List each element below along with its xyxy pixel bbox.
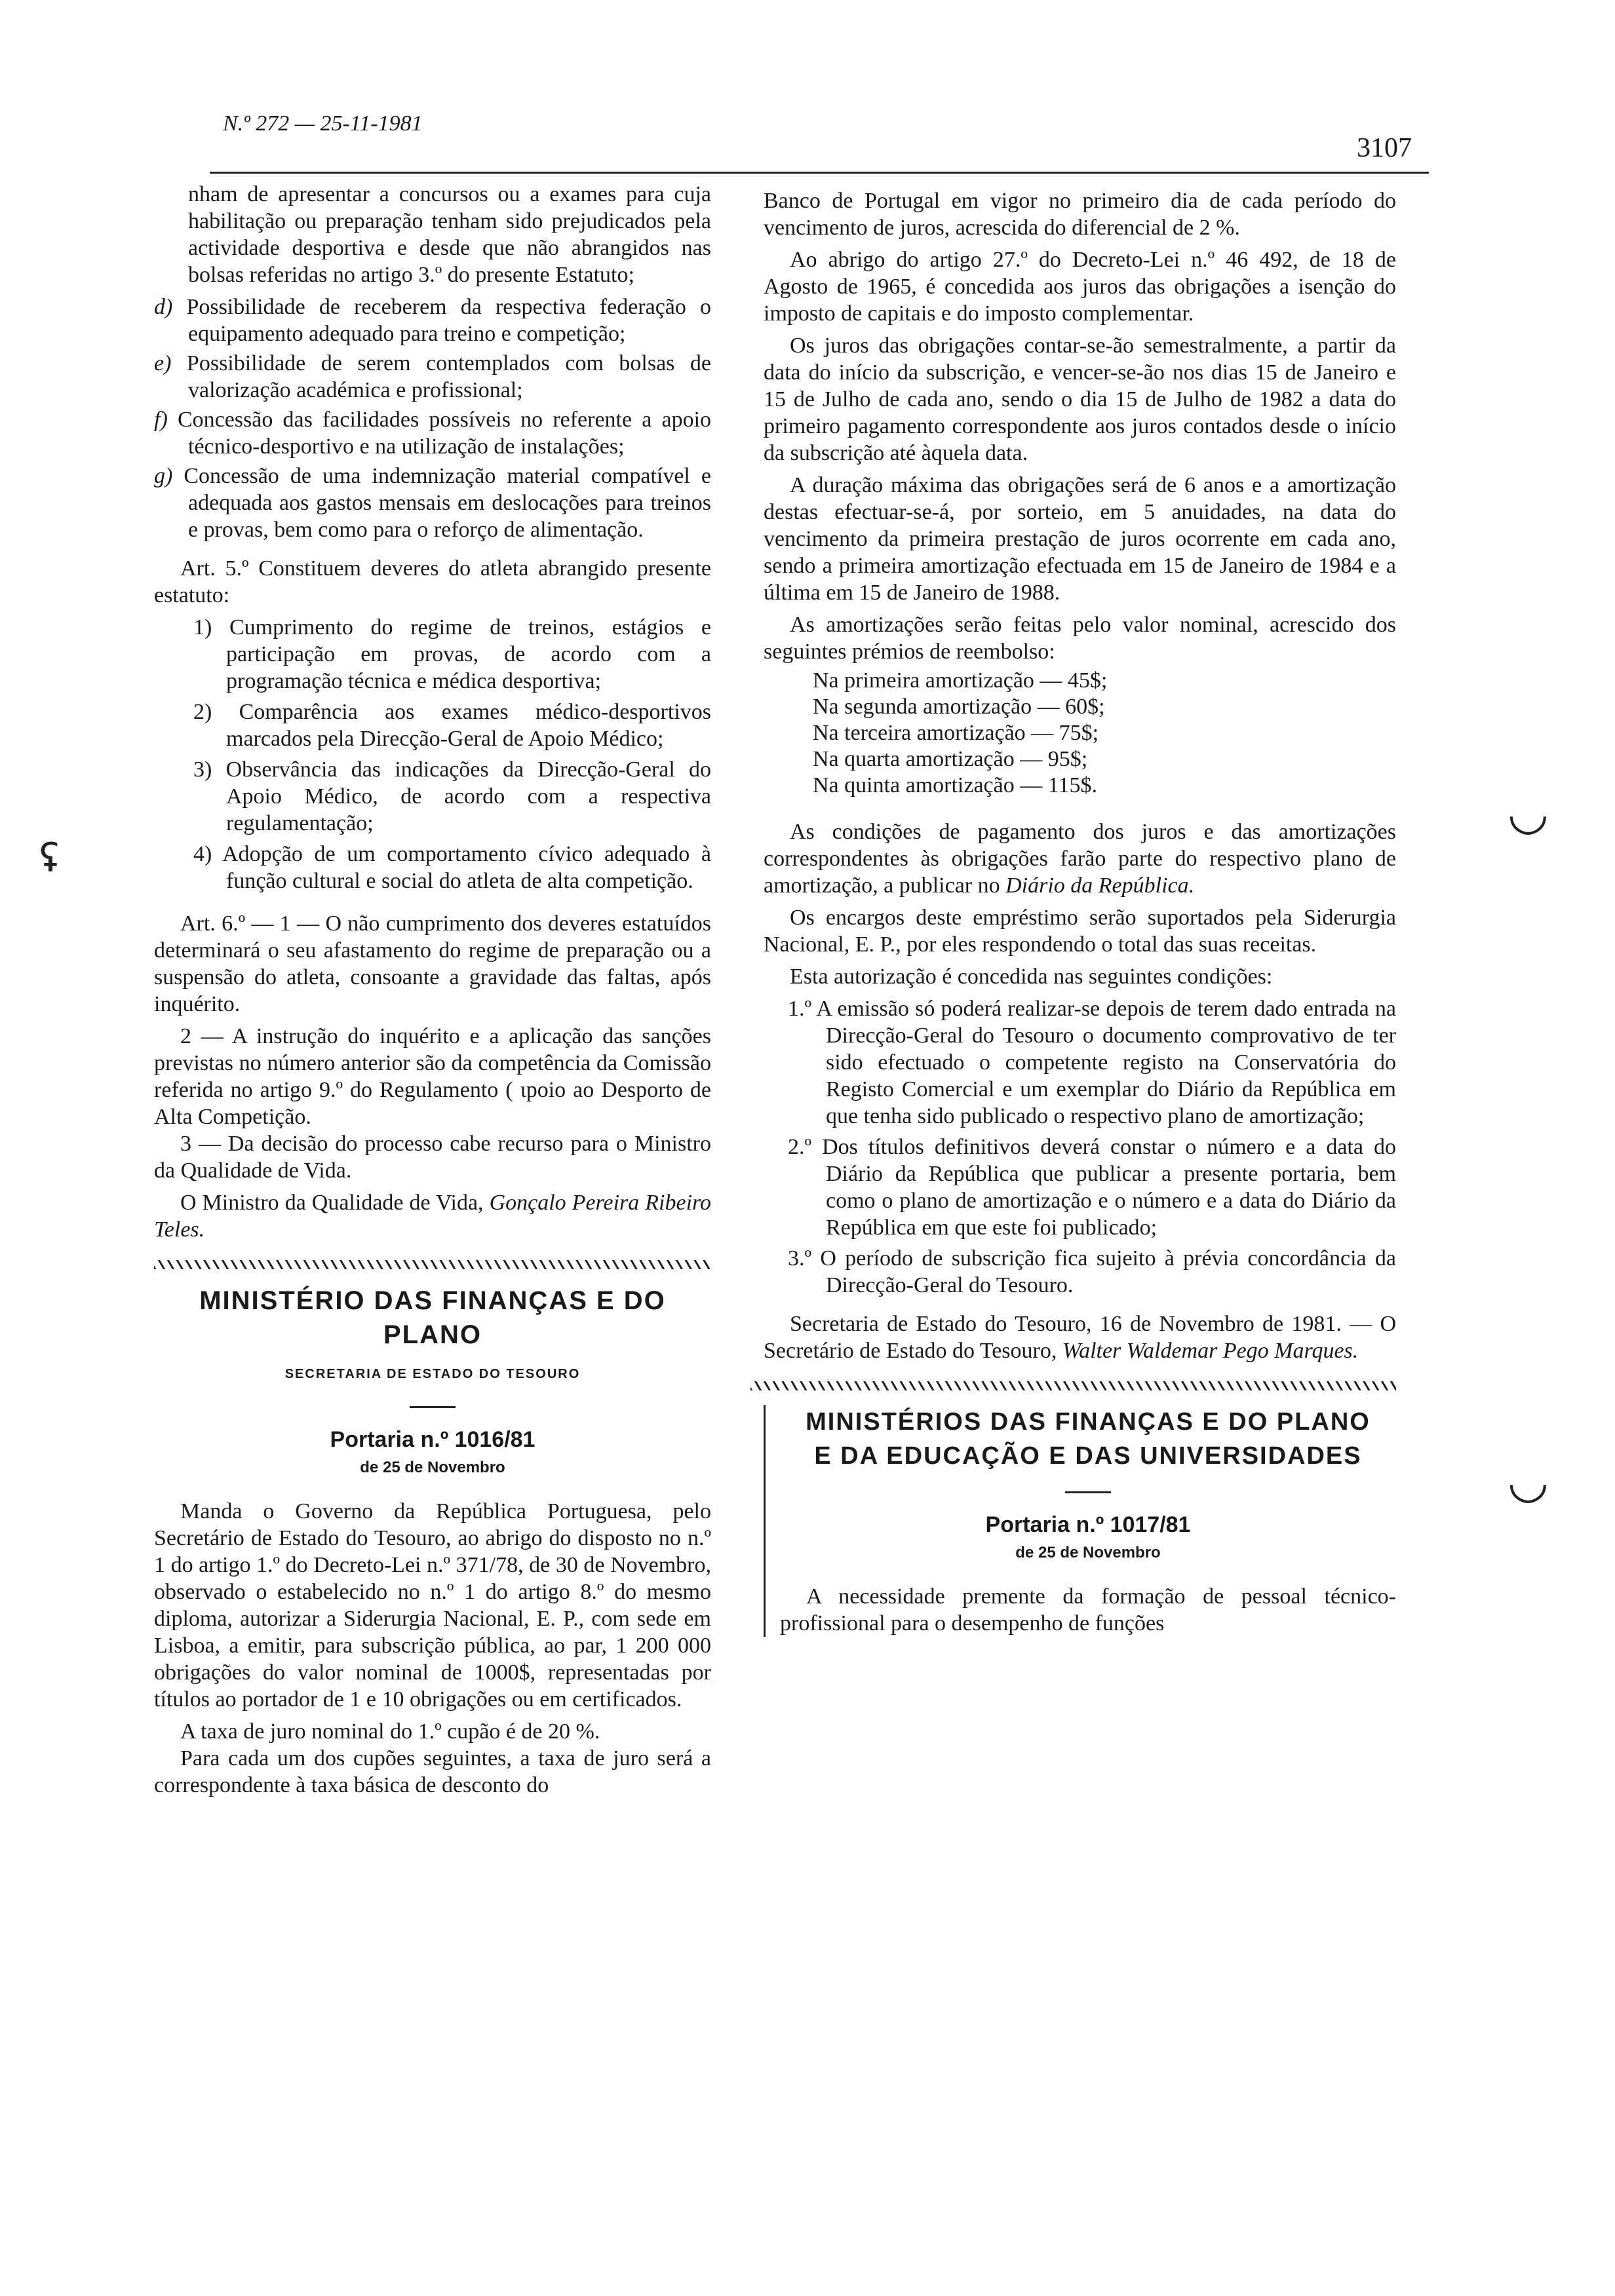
next-portaria-box xyxy=(764,1405,1396,1637)
closing-line xyxy=(764,1311,1396,1364)
margin-curve-mark-2: ◡ xyxy=(1508,1453,1549,1508)
item-text: Concessão das facilidades possíveis no referente a apoio técnico-desportivo e na utilização de instalações; xyxy=(177,408,712,459)
paragraph-text: As condições de pagamento dos juros e das amortizações correspondentes às obrigações farão parte do respectivo plano de amortização, a publicar no xyxy=(764,820,1396,898)
margin-bracket-mark: ʢ xyxy=(39,835,60,881)
paragraph: As amortizações serão feitas pelo valor nominal, acrescido dos seguintes prémios de reembolso: xyxy=(764,613,1396,664)
item-marker: 3.º xyxy=(788,1246,812,1271)
header-rule xyxy=(210,172,1429,174)
section-separator xyxy=(750,1381,1396,1390)
paragraph: Os encargos deste empréstimo serão suportados pela Siderurgia Nacional, E. P., por eles respondendo o total das suas receitas. xyxy=(764,906,1396,957)
article-5: Art. 5.º Constituem deveres do atleta abrangido presente estatuto: xyxy=(154,556,711,607)
item-text: Observância das indicações da Direcção-Geral do Apoio Médico, de acordo com a respectiva regulamentação; xyxy=(225,757,711,835)
list-item xyxy=(154,406,711,460)
item-text: Concessão de uma indemnização material compatível e adequada aos gastos mensais em deslocações para treinos e provas, bem como para o reforço de alimentação. xyxy=(184,464,711,542)
condition-item xyxy=(764,1134,1396,1241)
article-6-1: Art. 6.º — 1 — O não cumprimento dos deveres estatuídos determinará o seu afastamento do regime de preparação ou a suspensão do atleta, consoante a gravidade das faltas, após inquérito. xyxy=(154,911,711,1016)
publication-name: Diário da República. xyxy=(1005,873,1195,898)
item-marker: 2.º xyxy=(788,1135,812,1159)
item-text: Cumprimento do regime de treinos, estágios e participação em provas, de acordo com a programação técnica e médica desportiva; xyxy=(226,615,712,693)
portaria-body: Para cada um dos cupões seguintes, a taxa de juro será a correspondente à taxa básica de desconto do xyxy=(154,1746,711,1797)
item-text: Comparência aos exames médico-desportivos marcados pela Direcção-Geral de Apoio Médico; xyxy=(226,700,711,751)
list-item xyxy=(154,350,711,404)
duty-item xyxy=(154,756,711,837)
item-text: O período de subscrição fica sujeito à prévia concordância da Direcção-Geral do Tesouro. xyxy=(820,1246,1396,1297)
list-item: Na quinta amortização — 115$. xyxy=(813,773,1097,797)
duty-item xyxy=(154,614,711,695)
ministry-heading: MINISTÉRIOS DAS FINANÇAS E DO PLANO xyxy=(806,1408,1371,1436)
portaria-title: Portaria n.º 1017/81 xyxy=(985,1512,1191,1537)
condition-item xyxy=(764,995,1396,1130)
list-item xyxy=(154,463,711,543)
duty-item xyxy=(154,841,711,894)
paragraph: Banco de Portugal em vigor no primeiro dia de cada período do vencimento de juros, acrescida do diferencial de 2 %. xyxy=(764,189,1396,240)
item-marker: 1.º xyxy=(788,997,812,1021)
list-item: Na segunda amortização — 60$; xyxy=(813,695,1105,719)
item-text: Possibilidade de serem contemplados com bolsas de valorização académica e profissional; xyxy=(186,351,711,402)
list-item: Na quarta amortização — 95$; xyxy=(813,747,1088,771)
paragraph: Os juros das obrigações contar-se-ão semestralmente, a partir da data do início da subscrição, e vencer-se-ão nos dias 15 de Janeiro e 15 de Julho de cada ano, sendo o dia 15 de Julho de 1982 a data do primeiro pagamento correspondente aos juros contados desde o início da subscrição até àquela data. xyxy=(764,334,1396,465)
list-item: Na primeira amortização — 45$; xyxy=(813,668,1108,693)
portaria-date: de 25 de Novembro xyxy=(360,1459,505,1476)
item-marker: 1) xyxy=(193,615,212,640)
short-rule xyxy=(1065,1491,1111,1493)
issue-header: N.º 272 — 25-11-1981 xyxy=(223,111,423,136)
paragraph: A duração máxima das obrigações será de 6 anos e a amortização destas efectuar-se-á, por sorteio, em 5 anuidades, na data do vencimento da primeira prestação de juros ocorrente em cada ano, sendo a primeira amortização efectuada em 15 de Janeiro de 1984 e a última em 15 de Janeiro de 1988. xyxy=(764,473,1396,605)
condition-item xyxy=(764,1245,1396,1299)
item-marker: 4) xyxy=(193,842,212,866)
continuation-paragraph: nham de apresentar a concursos ou a exames para cuja habilitação ou preparação tenham sido prejudicados pela actividade desportiva e desde que não abrangidos nas bolsas referidas no artigo 3.º do presente Estatuto; xyxy=(188,182,711,287)
portaria-body: A taxa de juro nominal do 1.º cupão é de 20 %. xyxy=(180,1719,600,1744)
item-text: Dos títulos definitivos deverá constar o número e a data do Diário da República que publicar a presente portaria, bem como o plano de amortização e o número e a data do Diário da República em que este foi publicado; xyxy=(822,1135,1396,1240)
duty-item xyxy=(154,698,711,752)
item-marker: g) xyxy=(154,464,173,488)
article-6-3: 3 — Da decisão do processo cabe recurso para o Ministro da Qualidade de Vida. xyxy=(154,1132,711,1183)
ministry-heading: MINISTÉRIO DAS FINANÇAS E DO PLANO xyxy=(199,1286,666,1349)
portaria-body: Manda o Governo da República Portuguesa, pelo Secretário de Estado do Tesouro, ao abrigo do disposto no n.º 1 do artigo 1.º do Decreto-Lei n.º 371/78, de 30 de Novembro, observado o estabelecido no n.º 1 do artigo 8.º do mesmo diploma, autorizar a Siderurgia Nacional, E. P., com sede em Lisboa, a emitir, para subscrição pública, ao par, 1 200 000 obrigações do valor nominal de 1000$, representadas por títulos ao portador de 1 e 10 obrigações ou em certificados. xyxy=(154,1499,711,1712)
item-marker: e) xyxy=(154,351,172,375)
short-rule xyxy=(410,1406,456,1408)
item-marker: 3) xyxy=(193,757,212,782)
portaria-date: de 25 de Novembro xyxy=(1015,1544,1161,1561)
page-number: 3107 xyxy=(1357,133,1412,163)
item-marker: 2) xyxy=(193,700,212,724)
section-separator xyxy=(154,1260,711,1269)
amortization-list xyxy=(764,668,1396,799)
paragraph: Esta autorização é concedida nas seguintes condições: xyxy=(790,965,1273,989)
left-column xyxy=(154,181,711,1804)
secretariat-heading: SECRETARIA DE ESTADO DO TESOURO xyxy=(284,1367,581,1381)
ministry-heading: E DA EDUCAÇÃO E DAS UNIVERSIDADES xyxy=(814,1442,1362,1470)
item-marker: d) xyxy=(154,295,173,319)
portaria-body: A necessidade premente da formação de pessoal técnico-profissional para o desempenho de funções xyxy=(780,1584,1396,1636)
portaria-title: Portaria n.º 1016/81 xyxy=(330,1427,535,1452)
margin-curve-mark-1: ◡ xyxy=(1508,785,1549,840)
signature-name: Gonçalo Pereira Ribeiro Teles. xyxy=(154,1191,712,1242)
closing-signature: Walter Waldemar Pego Marques. xyxy=(1062,1339,1359,1363)
item-text: A emissão só poderá realizar-se depois de terem dado entrada na Direcção-Geral do Tesouro o documento comprovativo de ter sido efectuado o competente registo na Conservatória do Registo Comercial e um exemplar do Diário da República em que tenha sido publicado o respectivo plano de amortização; xyxy=(816,997,1397,1128)
item-text: Adopção de um comportamento cívico adequado à função cultural e social do atleta de alta competição. xyxy=(222,842,712,893)
item-marker: f) xyxy=(154,408,168,432)
right-column xyxy=(764,187,1396,1642)
paragraph: Ao abrigo do artigo 27.º do Decreto-Lei n.º 46 492, de 18 de Agosto de 1965, é concedida aos juros das obrigações a isenção do imposto de capitais e do imposto complementar. xyxy=(764,248,1396,326)
signature-line xyxy=(154,1189,711,1243)
article-6-2: 2 — A instrução do inquérito e a aplicação das sanções previstas no número anterior são da competência da Comissão referida no artigo 9.º do Regulamento ( ɩpoio ao Desporto de Alta Competição. xyxy=(154,1024,711,1129)
paragraph xyxy=(764,818,1396,899)
list-item xyxy=(154,294,711,347)
item-text: Possibilidade de receberem da respectiva federação o equipamento adequado para treino e competição; xyxy=(186,295,712,346)
list-item: Na terceira amortização — 75$; xyxy=(813,721,1099,745)
signature-prefix: O Ministro da Qualidade de Vida, xyxy=(180,1191,484,1215)
closing-text: Secretaria de Estado do Tesouro, 16 de Novembro de 1981. — O Secretário de Estado do Tesouro, xyxy=(764,1312,1396,1363)
